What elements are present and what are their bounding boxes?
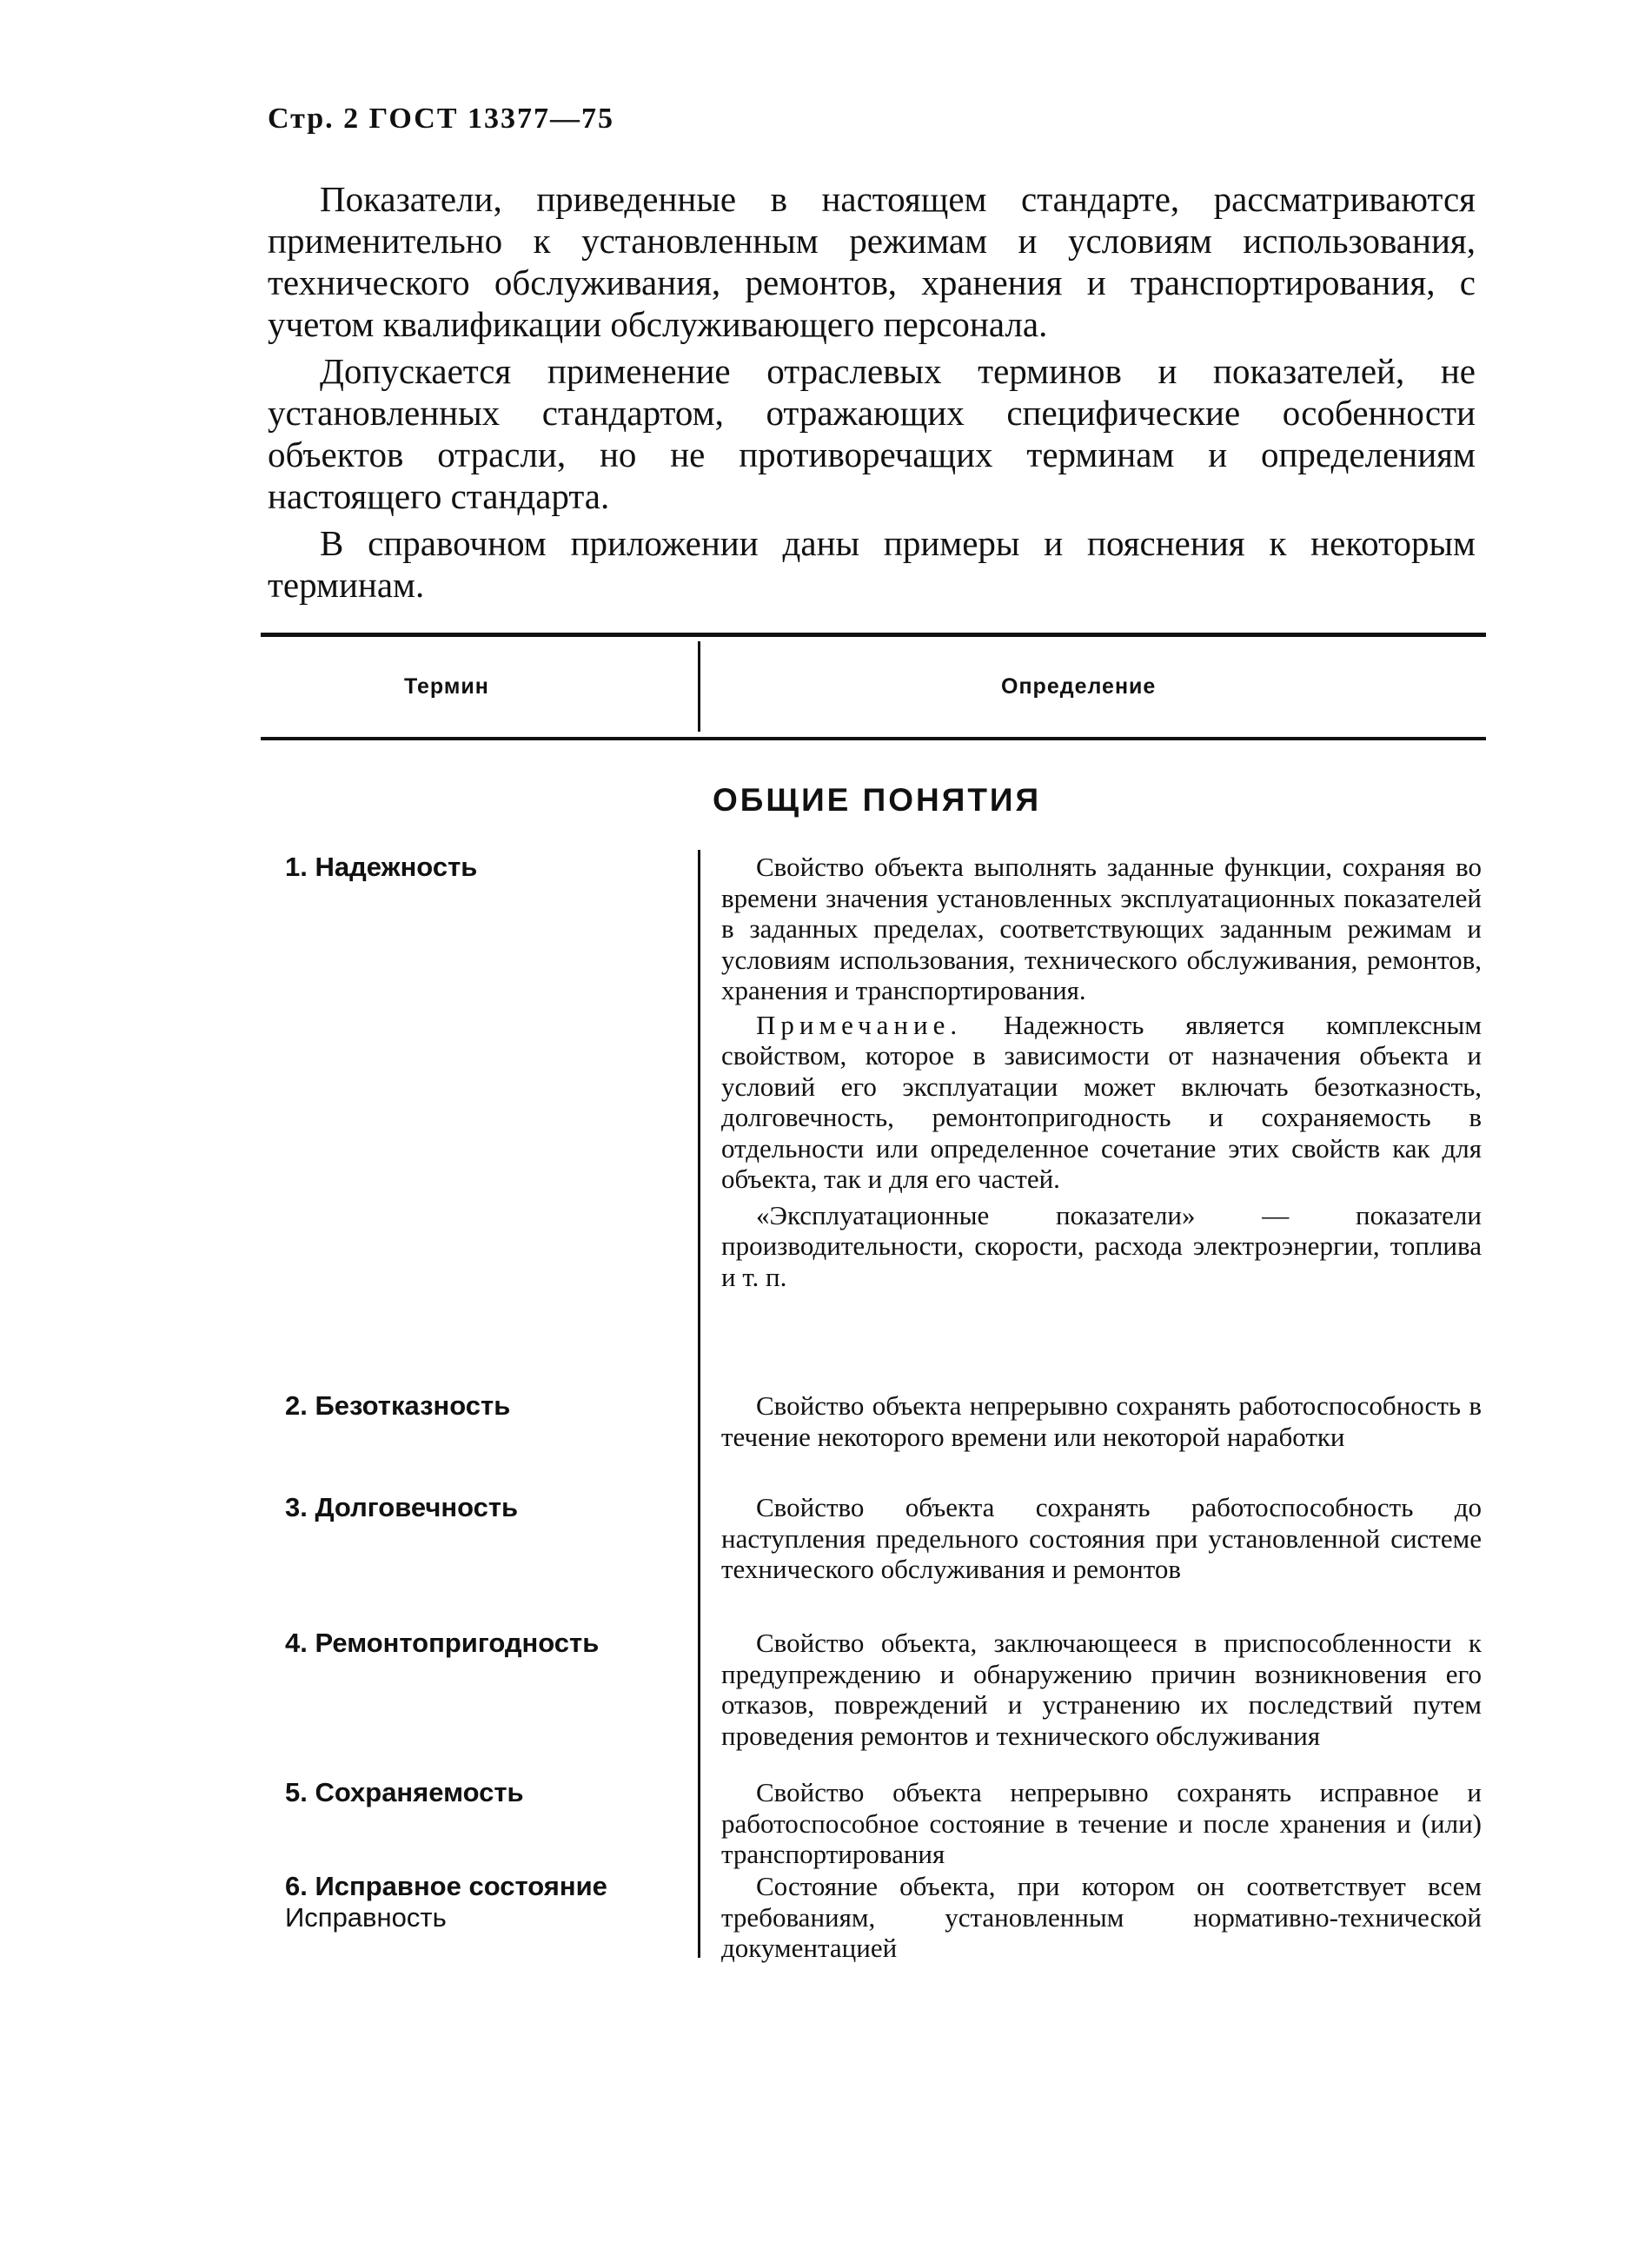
note-label: Примечание. <box>756 1009 963 1040</box>
term-storability: 5. Сохраняемость <box>285 1777 524 1807</box>
section-title: ОБЩИЕ ПОНЯТИЯ <box>713 782 1042 818</box>
term-serviceable-state: 6. Исправное состояние <box>285 1871 607 1901</box>
intro-paragraph-2: Допускается применение отраслевых терминов и показателей, не установленных стандартом, отражающих специфические особенности объектов отрасли, но не противоречащих терминам и определениям настоящего стандарта. <box>268 351 1476 516</box>
term-durability: 3. Долговечность <box>285 1492 519 1522</box>
term-maintainability: 4. Ремонтопригодность <box>285 1628 600 1658</box>
definition-extra: «Эксплуатационные показатели» — показатели производительности, скорости, расхода электроэнергии, топлива и т. п. <box>721 1199 1482 1292</box>
term-serviceability-synonym: Исправность <box>285 1902 447 1933</box>
note-text: Надежность является комплексным свойством, которое в зависимости от назначения объекта и условий его эксплуатации может включать безотказность, долговечность, ремонтопригодность и сохраняемость в отдельности или определенное сочетание этих свойств как для объекта, так и для его частей. <box>721 1009 1482 1194</box>
definition-text: Свойство объекта непрерывно сохранять исправное и работоспособное состояние в течение и после хранения и (или) транспортирования <box>721 1777 1482 1869</box>
table-body-divider <box>698 850 700 1958</box>
definition-serviceable-state <box>721 1871 1482 1964</box>
intro-paragraph-3: В справочном приложении даны примеры и пояснения к некоторым терминам. <box>268 523 1476 605</box>
definition-storability <box>721 1777 1482 1870</box>
intro-paragraph-1: Показатели, приведенные в настоящем стандарте, рассматриваются применительно к установленным режимам и условиям использования, технического обслуживания, ремонтов, хранения и транспортирования, с учетом квалификации обслуживающего персонала. <box>268 179 1476 344</box>
column-header-term: Термин <box>404 674 489 699</box>
definition-text: Состояние объекта, при котором он соответствует всем требованиям, установленным нормативно-технической документацией <box>721 1871 1482 1963</box>
table-header-bottom-rule <box>261 737 1486 740</box>
term-failure-free: 2. Безотказность <box>285 1390 511 1421</box>
table-top-rule <box>261 633 1486 637</box>
definition-failure-free <box>721 1390 1482 1452</box>
page-header: Стр. 2 ГОСТ 13377—75 <box>268 103 615 135</box>
definition-durability <box>721 1492 1482 1585</box>
definition-text: Свойство объекта непрерывно сохранять работоспособность в течение некоторого времени или некоторой наработки <box>721 1390 1482 1452</box>
term-reliability: 1. Надежность <box>285 852 478 882</box>
definition-text: Свойство объекта выполнять заданные функции, сохраняя во времени значения установленных эксплуатационных показателей в заданных пределах, соответствующих заданным режимам и условиям использования, технического обслуживания, ремонтов, хранения и транспортирования. <box>721 852 1482 1005</box>
definition-reliability <box>721 852 1482 1292</box>
table-header-divider <box>698 641 700 732</box>
intro-text <box>268 178 1476 611</box>
definition-maintainability <box>721 1628 1482 1751</box>
definition-text: Свойство объекта, заключающееся в приспособленности к предупреждению и обнаружению причин возникновения его отказов, повреждений и устранению их последствий путем проведения ремонтов и технического обслуживания <box>721 1628 1482 1751</box>
definition-note <box>721 1010 1482 1195</box>
definition-text: Свойство объекта сохранять работоспособность до наступления предельного состояния при установленной системе технического обслуживания и ремонтов <box>721 1492 1482 1584</box>
column-header-definition: Определение <box>1001 674 1157 699</box>
